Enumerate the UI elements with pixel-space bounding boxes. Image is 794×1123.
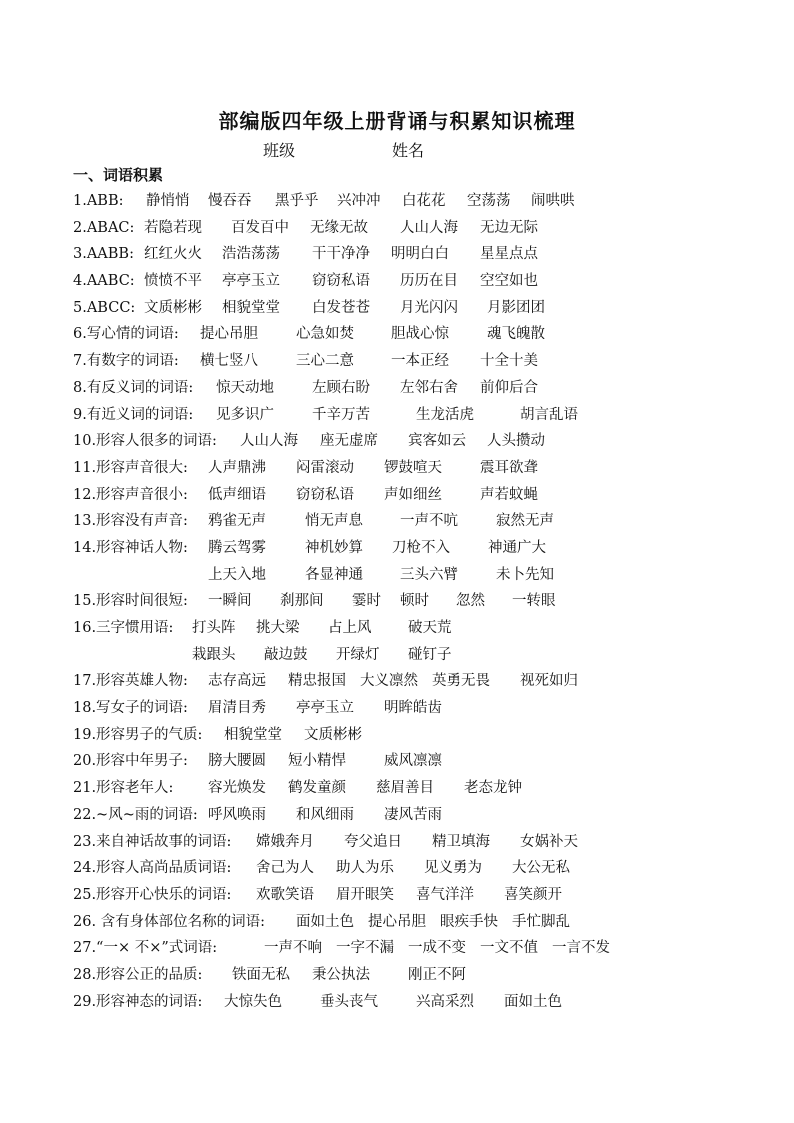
vocabulary-word: 月光闪闪 [400,299,458,316]
vocabulary-word: 左邻右舍 [400,379,458,396]
vocabulary-word: 千辛万苦 [312,406,370,423]
vocabulary-word: 舍己为人 [256,860,314,877]
list-item-label: 10.形容人很多的词语: [73,433,217,450]
list-item [73,268,773,295]
vocabulary-word: 视死如归 [520,673,578,690]
vocabulary-word: 呼风唤雨 [208,806,266,823]
list-item [73,935,773,962]
student-info-line [0,138,794,160]
vocabulary-word: 生龙活虎 [416,406,474,423]
list-item-label: 28.形容公正的品质: [73,966,203,983]
vocabulary-word: 愤愤不平 [144,273,202,290]
list-item [73,775,773,802]
vocabulary-word: 女娲补天 [520,833,578,850]
vocabulary-word: 心急如焚 [296,326,354,343]
vocabulary-word: 横七竖八 [200,353,258,370]
vocabulary-word: 短小精悍 [288,753,346,770]
vocabulary-word: 大惊失色 [224,993,282,1010]
vocabulary-word: 兴高采烈 [416,993,474,1010]
vocabulary-word: 白花花 [402,193,446,209]
list-item [73,348,773,375]
vocabulary-word: 空空如也 [480,273,538,290]
vocabulary-word: 无缘无故 [310,219,368,236]
list-item-label: 1.ABB: [73,193,124,209]
vocabulary-word: 提心吊胆 [368,913,426,930]
vocabulary-word: 鸦雀无声 [208,513,266,530]
list-item [73,455,773,482]
list-item-label: 17.形容英雄人物: [73,673,188,690]
vocabulary-word: 亭亭玉立 [296,700,354,717]
vocabulary-word: 忽然 [456,593,485,610]
vocabulary-word: 文质彬彬 [304,726,362,743]
vocabulary-word: 月影团团 [487,299,545,316]
vocabulary-word: 铁面无私 [232,966,290,983]
list-item [73,428,773,455]
vocabulary-word: 惊天动地 [216,379,274,396]
vocabulary-word: 提心吊胆 [200,326,258,343]
vocabulary-word: 若隐若现 [144,219,202,236]
list-item-label: 23.来自神话故事的词语: [73,833,232,850]
list-item [73,989,773,1016]
list-item-label: 22.~风~雨的词语: [73,806,198,823]
vocabulary-word: 敲边鼓 [264,646,308,663]
vocabulary-word: 一言不发 [552,940,610,957]
vocabulary-word: 见义勇为 [424,860,482,877]
vocabulary-word: 开绿灯 [336,646,380,663]
vocabulary-word: 相貌堂堂 [224,726,282,743]
vocabulary-list [73,188,773,1015]
vocabulary-word: 栽跟头 [192,646,236,663]
list-item [73,962,773,989]
vocabulary-word: 闷雷滚动 [296,459,354,476]
list-item [73,375,773,402]
vocabulary-word: 寂然无声 [496,513,554,530]
list-item [73,722,773,749]
list-item [73,802,773,829]
section-heading: 一、词语积累 [73,166,164,184]
list-item [73,241,773,268]
list-item-label: 24.形容人高尚品质词语: [73,860,232,877]
vocabulary-word: 眼疾手快 [440,913,498,930]
list-item-label: 25.形容开心快乐的词语: [73,886,232,903]
list-item [73,295,773,322]
vocabulary-word: 凄风苦雨 [384,806,442,823]
vocabulary-word: 无边无际 [480,219,538,236]
list-item-label: 16.三字惯用语: [73,620,174,636]
list-item [73,321,773,348]
list-item [73,855,773,882]
vocabulary-word: 红红火火 [144,246,202,263]
vocabulary-word: 一瞬间 [208,593,252,610]
vocabulary-word: 静悄悄 [146,193,190,209]
vocabulary-word: 一字不漏 [336,940,394,957]
vocabulary-word: 挑大梁 [256,620,300,636]
list-item-label: 4.AABC: [73,273,135,290]
vocabulary-word: 明眸皓齿 [384,700,442,717]
vocabulary-word: 精卫填海 [432,833,490,850]
vocabulary-word: 大公无私 [512,860,570,877]
vocabulary-word: 腾云驾雾 [208,539,266,556]
vocabulary-word: 打头阵 [192,620,236,636]
vocabulary-word: 空荡荡 [467,193,511,209]
vocabulary-word: 历历在目 [400,273,458,290]
list-item [73,829,773,856]
vocabulary-word: 星星点点 [480,246,538,263]
vocabulary-word: 夸父追日 [344,833,402,850]
vocabulary-word: 神机妙算 [305,539,363,556]
vocabulary-word: 嫦娥奔月 [256,833,314,850]
vocabulary-word: 面如土色 [296,913,354,930]
list-item-label: 14.形容神话人物: [73,539,188,556]
vocabulary-word: 欢歌笑语 [256,886,314,903]
list-item [73,695,773,722]
vocabulary-word: 大义凛然 [360,673,418,690]
list-item-label: 20.形容中年男子: [73,753,188,770]
list-item [73,748,773,775]
vocabulary-word: 锣鼓喧天 [384,459,442,476]
vocabulary-word: 手忙脚乱 [512,913,570,930]
vocabulary-word: 一声不响 [264,940,322,957]
vocabulary-word: 人山人海 [240,433,298,450]
vocabulary-word: 威风凛凛 [384,753,442,770]
vocabulary-word: 干干净净 [312,246,370,263]
vocabulary-word: 一文不值 [480,940,538,957]
vocabulary-word: 黑乎乎 [275,193,319,209]
list-item [73,562,773,589]
list-item [73,188,773,215]
list-item-label: 6.写心情的词语: [73,326,179,343]
list-item [73,535,773,562]
vocabulary-word: 容光焕发 [208,780,266,797]
vocabulary-word: 人头攒动 [487,433,545,450]
list-item [73,668,773,695]
vocabulary-word: 神通广大 [488,539,546,556]
vocabulary-word: 眉开眼笑 [336,886,394,903]
list-item-label: 21.形容老年人: [73,780,174,797]
vocabulary-word: 眉清目秀 [208,700,266,717]
vocabulary-word: 十全十美 [480,353,538,370]
vocabulary-word: 见多识广 [216,406,274,423]
vocabulary-word: 亭亭玉立 [222,273,280,290]
vocabulary-word: 声若蚊蝇 [480,486,538,503]
class-label: 班级 [263,141,296,160]
vocabulary-word: 垂头丧气 [320,993,378,1010]
list-item [73,482,773,509]
vocabulary-word: 精忠报国 [288,673,346,690]
list-item-label: 2.ABAC: [73,219,135,236]
vocabulary-word: 百发百中 [231,219,289,236]
list-item [73,588,773,615]
name-label: 姓名 [392,141,425,160]
vocabulary-word: 慈眉善目 [376,780,434,797]
vocabulary-word: 助人为乐 [336,860,394,877]
vocabulary-word: 一转眼 [512,593,556,610]
vocabulary-word: 兴冲冲 [337,193,381,209]
document-title: 部编版四年级上册背诵与积累知识梳理 [218,109,576,133]
vocabulary-word: 三心二意 [296,353,354,370]
list-item [73,508,773,535]
vocabulary-word: 胡言乱语 [520,406,578,423]
vocabulary-word: 明明白白 [391,246,449,263]
list-item-label: 3.AABB: [73,246,134,263]
vocabulary-word: 宾客如云 [408,433,466,450]
list-item [73,882,773,909]
vocabulary-word: 魂飞魄散 [487,326,545,343]
vocabulary-word: 震耳欲聋 [480,459,538,476]
vocabulary-word: 三头六臂 [400,566,458,583]
list-item [73,402,773,429]
vocabulary-word: 胆战心惊 [391,326,449,343]
vocabulary-word: 前仰后合 [480,379,538,396]
vocabulary-word: 声如细丝 [384,486,442,503]
vocabulary-word: 喜笑颜开 [504,886,562,903]
vocabulary-word: 碰钉子 [408,646,452,663]
list-item-label: 5.ABCC: [73,299,136,316]
vocabulary-word: 一声不吭 [400,513,458,530]
vocabulary-word: 人声鼎沸 [208,459,266,476]
vocabulary-word: 慢吞吞 [208,193,252,209]
vocabulary-word: 闹哄哄 [531,193,575,209]
list-item-label: 27.“一× 不×”式词语: [73,940,218,957]
vocabulary-word: 占上风 [328,620,372,636]
vocabulary-word: 面如土色 [504,993,562,1010]
vocabulary-word: 窃窃私语 [312,273,370,290]
vocabulary-word: 破天荒 [408,620,452,636]
vocabulary-word: 英勇无畏 [432,673,490,690]
list-item-label: 9.有近义词的词语: [73,406,194,423]
vocabulary-word: 文质彬彬 [144,299,202,316]
vocabulary-word: 老态龙钟 [464,780,522,797]
vocabulary-word: 刀枪不入 [392,539,450,556]
list-item-label: 18.写女子的词语: [73,700,188,717]
vocabulary-word: 鹤发童颜 [288,780,346,797]
vocabulary-word: 上天入地 [208,566,266,583]
vocabulary-word: 和风细雨 [296,806,354,823]
vocabulary-word: 秉公执法 [312,966,370,983]
list-item-label: 11.形容声音很大: [73,459,188,476]
vocabulary-word: 一本正经 [391,353,449,370]
list-item [73,642,773,669]
list-item-label: 26. 含有身体部位名称的词语: [73,913,266,930]
vocabulary-word: 喜气洋洋 [416,886,474,903]
vocabulary-word: 顿时 [400,593,429,610]
list-item [73,615,773,642]
list-item-label: 7.有数字的词语: [73,353,179,370]
list-item-label: 8.有反义词的词语: [73,379,194,396]
vocabulary-word: 悄无声息 [305,513,363,530]
vocabulary-word: 低声细语 [208,486,266,503]
vocabulary-word: 霎时 [352,593,381,610]
vocabulary-word: 人山人海 [400,219,458,236]
vocabulary-word: 各显神通 [305,566,363,583]
vocabulary-word: 左顾右盼 [312,379,370,396]
vocabulary-word: 刹那间 [280,593,324,610]
vocabulary-word: 未卜先知 [496,566,554,583]
list-item-label: 13.形容没有声音: [73,513,188,530]
list-item-label: 29.形容神态的词语: [73,993,203,1010]
list-item-label: 15.形容时间很短: [73,593,188,610]
vocabulary-word: 座无虚席 [320,433,378,450]
vocabulary-word: 窃窃私语 [296,486,354,503]
vocabulary-word: 相貌堂堂 [222,299,280,316]
list-item [73,909,773,936]
list-item [73,215,773,242]
vocabulary-word: 膀大腰圆 [208,753,266,770]
list-item-label: 19.形容男子的气质: [73,726,203,743]
vocabulary-word: 刚正不阿 [408,966,466,983]
vocabulary-word: 一成不变 [408,940,466,957]
list-item-label: 12.形容声音很小: [73,486,188,503]
vocabulary-word: 浩浩荡荡 [222,246,280,263]
vocabulary-word: 志存高远 [208,673,266,690]
vocabulary-word: 白发苍苍 [312,299,370,316]
